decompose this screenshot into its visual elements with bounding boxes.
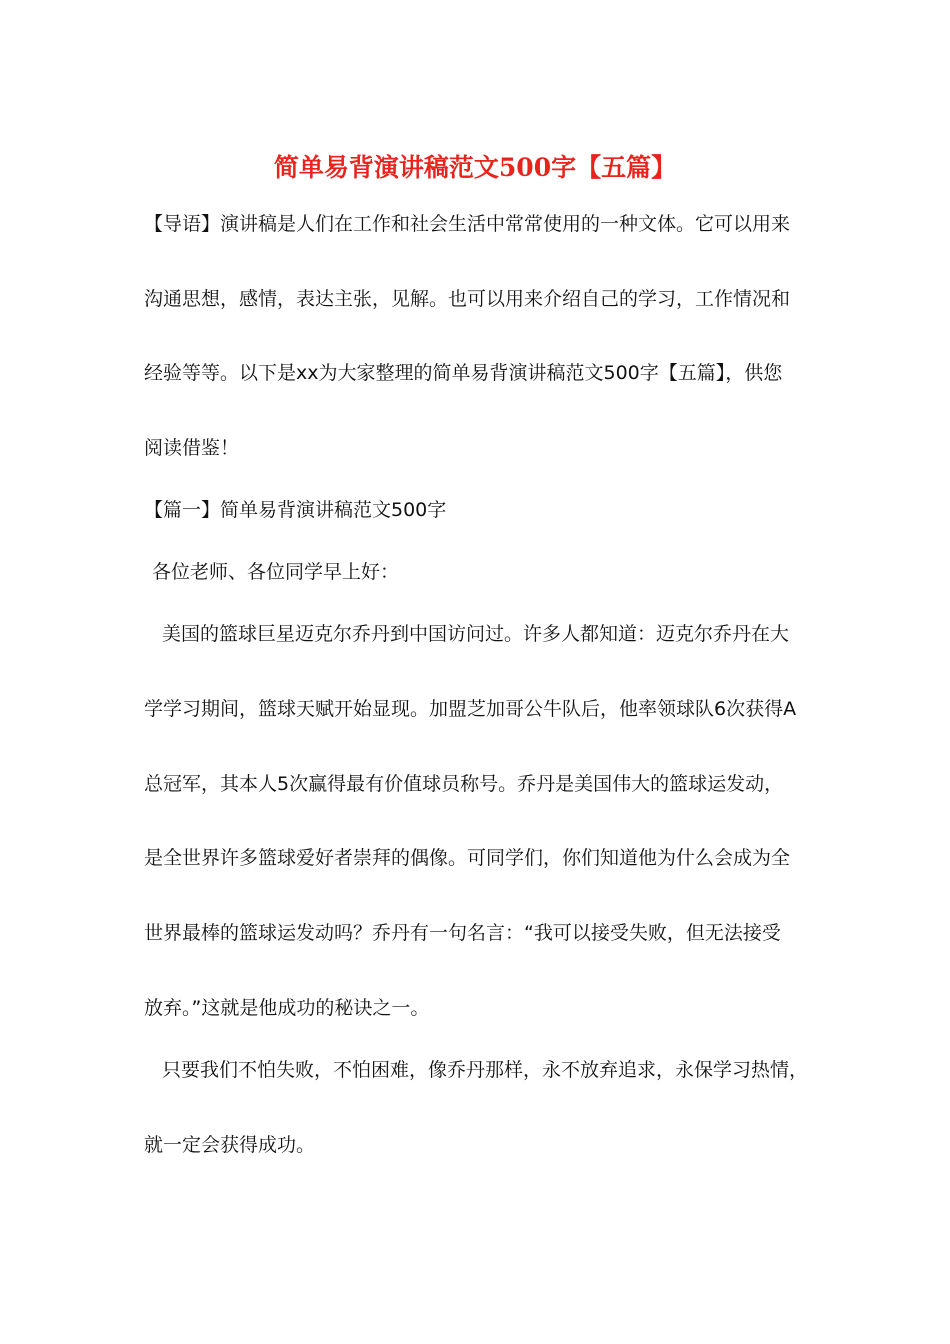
- paragraph1-line-3: 总冠军，其本人5次赢得最有价值球员称号。乔丹是美国伟大的篮球运发动，: [144, 773, 784, 795]
- intro-line-1: 【导语】演讲稿是人们在工作和社会生活中常常使用的一种文体。它可以用来: [144, 213, 791, 235]
- paragraph2-line-2: 就一定会获得成功。: [144, 1134, 316, 1156]
- section-heading: 【篇一】简单易背演讲稿范文500字: [144, 499, 447, 521]
- greeting-line: 各位老师、各位同学早上好：: [152, 561, 400, 583]
- paragraph1-line-1: 美国的篮球巨星迈克尔乔丹到中国访问过。许多人都知道：迈克尔乔丹在大: [162, 623, 790, 645]
- intro-line-2: 沟通思想，感情，表达主张，见解。也可以用来介绍自己的学习，工作情况和: [144, 288, 791, 310]
- paragraph1-line-4: 是全世界许多篮球爱好者崇拜的偶像。可同学们，你们知道他为什么会成为全: [144, 847, 791, 869]
- paragraph2-line-1: 只要我们不怕失败，不怕困难，像乔丹那样，永不放弃追求，永保学习热情，: [162, 1059, 809, 1081]
- paragraph1-line-2: 学学习期间，篮球天赋开始显现。加盟芝加哥公牛队后，他率领球队6次获得A: [144, 698, 797, 720]
- intro-line-3: 经验等等。以下是xx为大家整理的简单易背演讲稿范文500字【五篇】，供您: [144, 362, 783, 384]
- paragraph1-line-5: 世界最棒的篮球运发动吗？乔丹有一句名言：“我可以接受失败，但无法接受: [144, 922, 781, 944]
- intro-line-4: 阅读借鉴！: [144, 437, 240, 459]
- document-title: 简单易背演讲稿范文500字【五篇】: [273, 153, 677, 182]
- paragraph1-line-6: 放弃。”这就是他成功的秘诀之一。: [144, 997, 430, 1019]
